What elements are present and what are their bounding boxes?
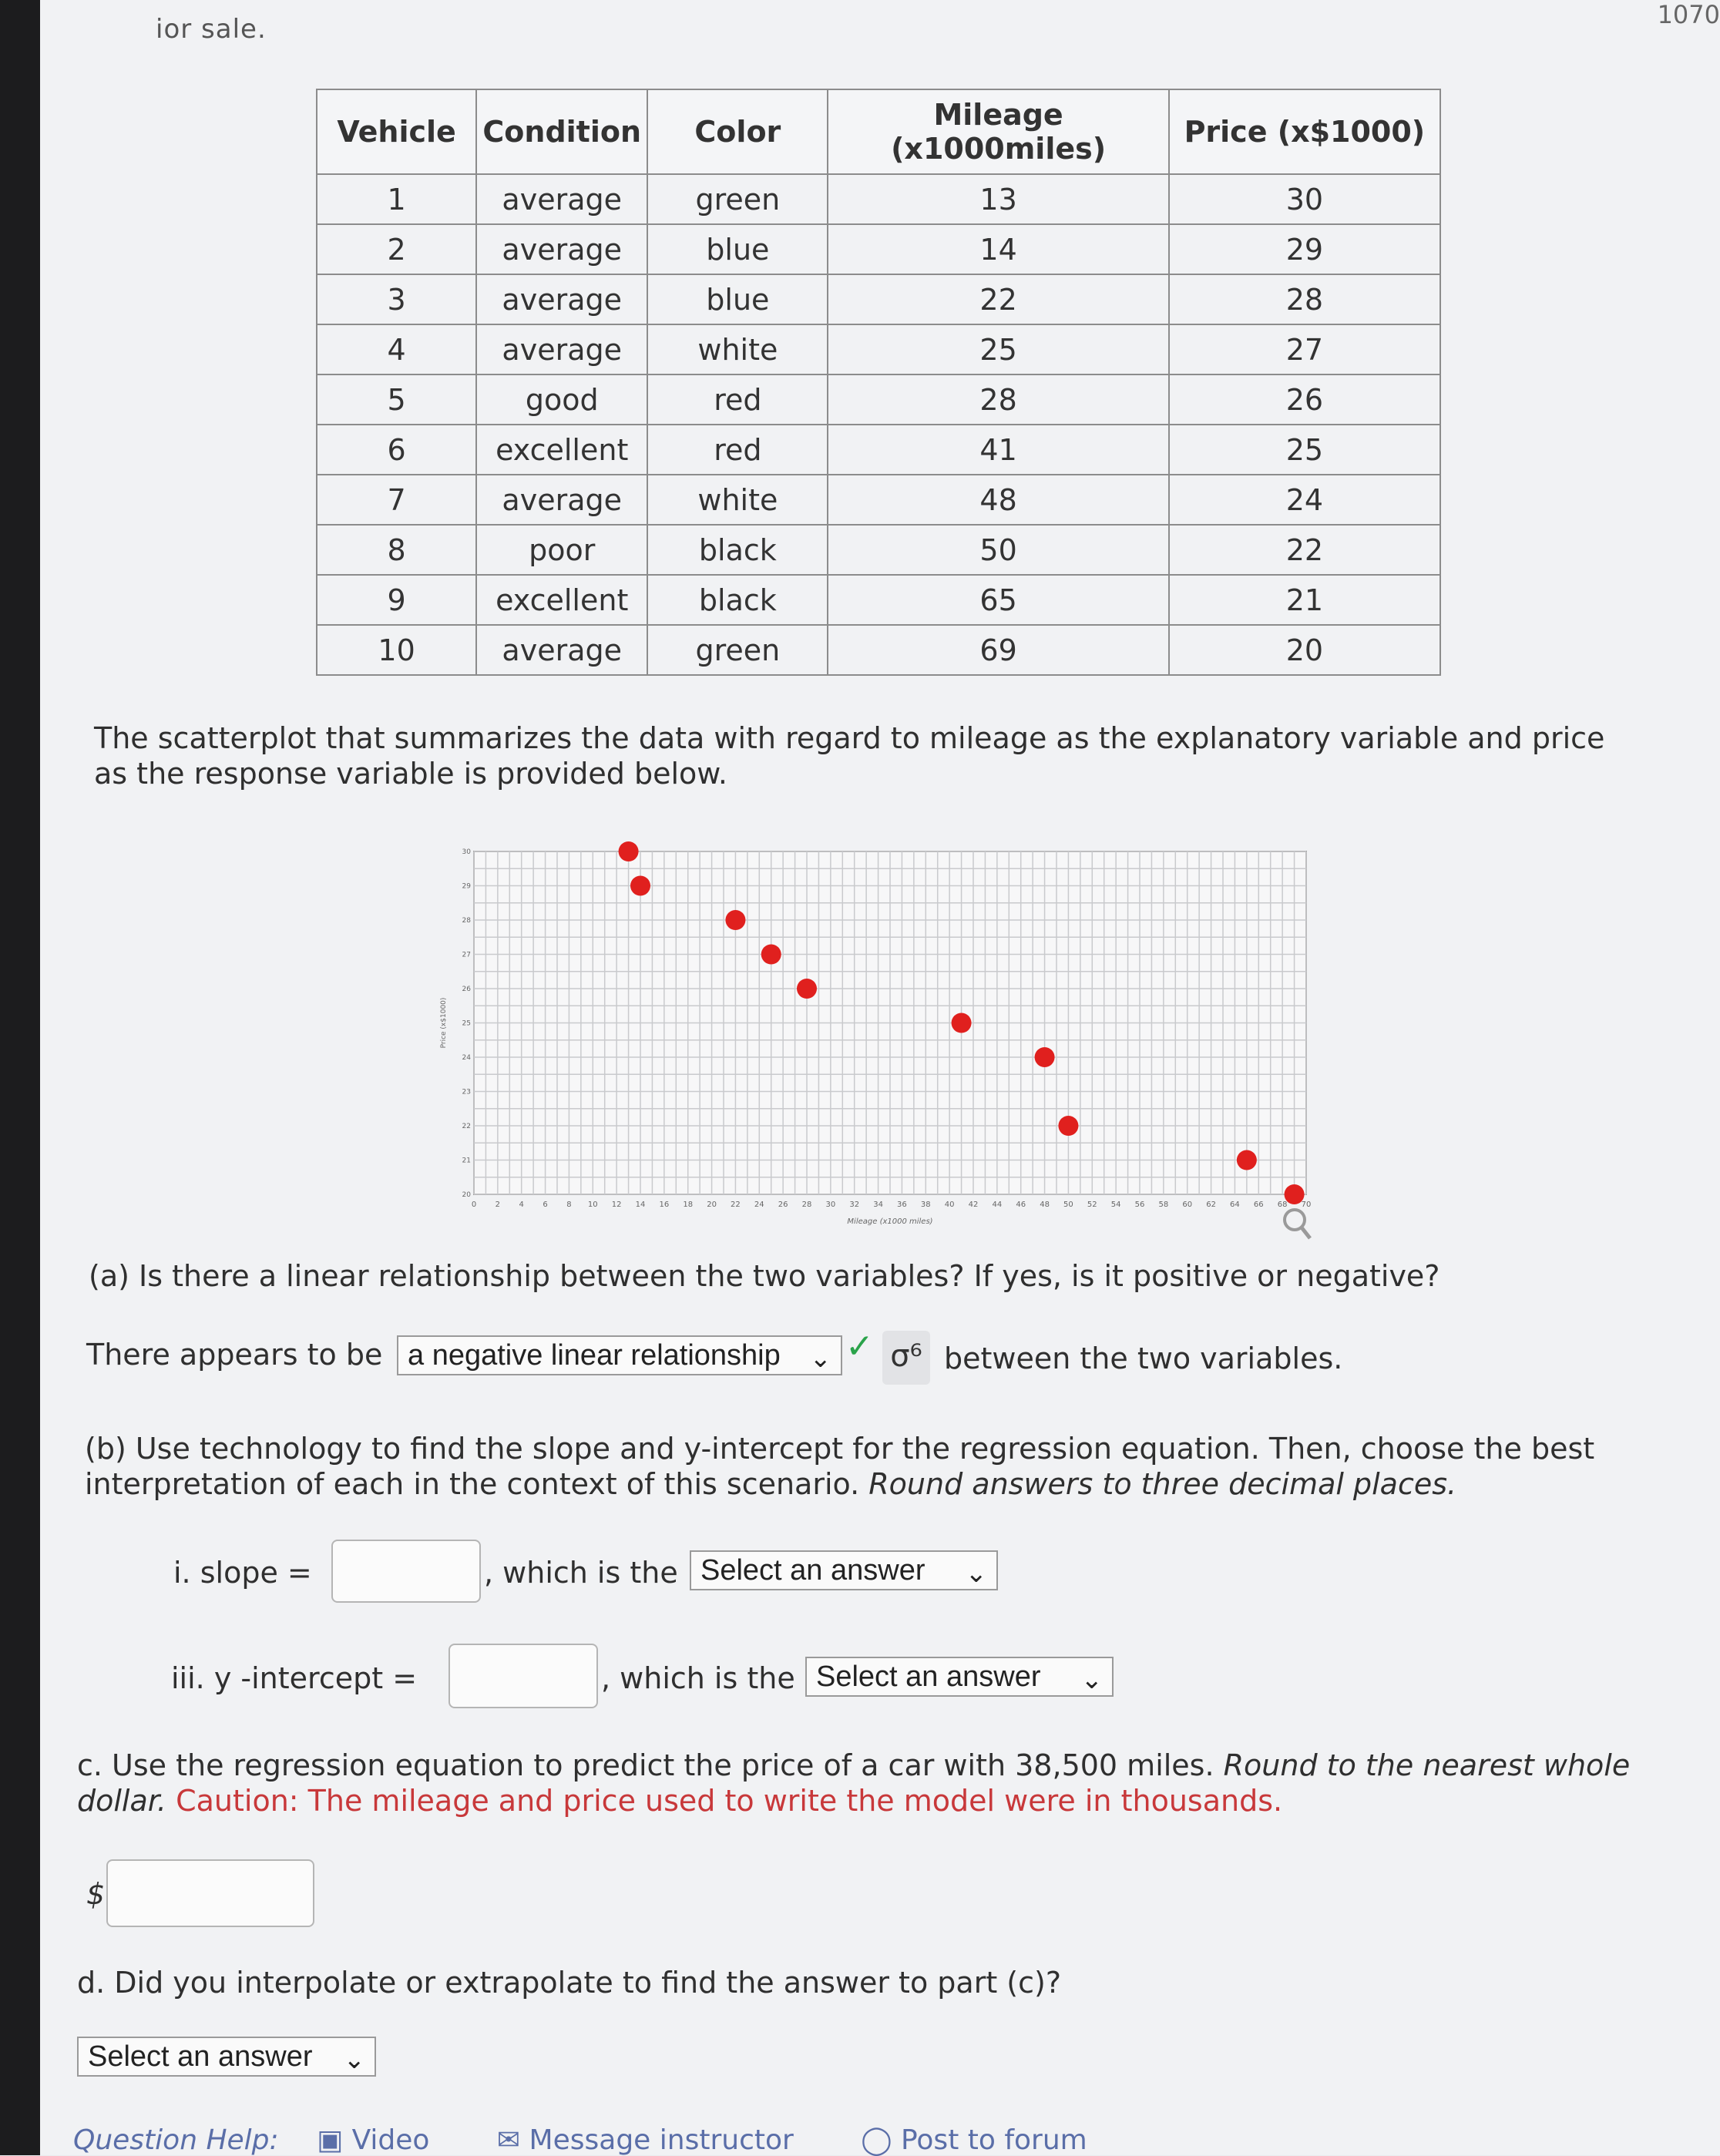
slope-dropdown-value: Select an answer — [700, 1554, 926, 1587]
data-point — [1035, 1047, 1055, 1067]
slope-which-is-the: , which is the — [484, 1556, 678, 1590]
y-tick-label: 20 — [462, 1191, 471, 1199]
cell-mileage: 48 — [828, 475, 1168, 525]
cell-color: red — [647, 374, 828, 425]
part-c-question-text: c. Use the regression equation to predict the price of a car with 38,500 miles. — [77, 1748, 1214, 1782]
y-tick-label: 23 — [462, 1088, 471, 1096]
part-c-question — [77, 1748, 1680, 1818]
zoom-magnifier-icon[interactable] — [1285, 1210, 1310, 1238]
cell-condition: average — [476, 274, 647, 324]
part-a-prefix: There appears to be — [86, 1338, 383, 1372]
table-row — [317, 525, 1440, 575]
price-prediction-input[interactable] — [106, 1859, 314, 1927]
cell-mileage: 50 — [828, 525, 1168, 575]
cut-off-text: ior sale. — [156, 14, 267, 45]
x-tick-label: 50 — [1063, 1201, 1073, 1209]
cell-condition: average — [476, 475, 647, 525]
cell-condition: average — [476, 625, 647, 675]
chevron-down-icon: ⌄ — [1080, 1665, 1103, 1694]
cell-vehicle: 10 — [317, 625, 476, 675]
cell-mileage: 25 — [828, 324, 1168, 374]
x-tick-label: 18 — [683, 1201, 694, 1209]
dollar-sign: $ — [86, 1877, 106, 1911]
interpolate-extrapolate-dropdown[interactable] — [77, 2037, 376, 2077]
cell-price: 22 — [1169, 525, 1440, 575]
x-tick-label: 10 — [587, 1201, 598, 1209]
x-tick-label: 30 — [825, 1201, 836, 1209]
cell-mileage: 69 — [828, 625, 1168, 675]
cell-color: black — [647, 525, 828, 575]
intercept-input[interactable] — [448, 1644, 598, 1708]
scatterplot — [440, 844, 1312, 1244]
table-row — [317, 324, 1440, 374]
cell-price: 24 — [1169, 475, 1440, 525]
cell-condition: average — [476, 224, 647, 274]
video-link-label: Video — [351, 2124, 430, 2156]
x-tick-label: 68 — [1277, 1201, 1288, 1209]
x-tick-label: 28 — [801, 1201, 812, 1209]
table-row — [317, 174, 1440, 224]
part-a-question: (a) Is there a linear relationship between the two variables? If yes, is it positive or negative? — [89, 1259, 1440, 1293]
y-tick-label: 27 — [462, 951, 471, 959]
x-tick-label: 32 — [849, 1201, 860, 1209]
x-tick-label: 26 — [778, 1201, 788, 1209]
cell-condition: excellent — [476, 425, 647, 475]
table-header-row — [317, 89, 1440, 174]
data-point — [1237, 1150, 1257, 1170]
table-row — [317, 224, 1440, 274]
x-tick-label: 4 — [519, 1201, 524, 1209]
x-tick-label: 16 — [659, 1201, 670, 1209]
cell-condition: good — [476, 374, 647, 425]
cell-color: green — [647, 174, 828, 224]
relationship-dropdown-value: a negative linear relationship — [408, 1339, 781, 1372]
relationship-dropdown[interactable] — [397, 1335, 842, 1375]
cell-mileage: 65 — [828, 575, 1168, 625]
cell-price: 27 — [1169, 324, 1440, 374]
cut-off-number: 1070 — [1657, 0, 1720, 29]
x-tick-label: 42 — [968, 1201, 979, 1209]
x-tick-label: 40 — [944, 1201, 955, 1209]
x-tick-label: 48 — [1040, 1201, 1050, 1209]
cell-price: 26 — [1169, 374, 1440, 425]
data-point — [952, 1013, 972, 1033]
cell-condition: poor — [476, 525, 647, 575]
cell-mileage: 41 — [828, 425, 1168, 475]
part-c-rounding-note: Round to the nearest whole dollar. — [77, 1748, 1631, 1818]
x-tick-label: 60 — [1182, 1201, 1193, 1209]
table-row — [317, 425, 1440, 475]
data-point — [725, 910, 745, 930]
magnifier-handle — [1302, 1227, 1310, 1238]
table-row — [317, 625, 1440, 675]
y-tick-label: 25 — [462, 1019, 471, 1028]
part-b-rounding-note: Round answers to three decimal places. — [868, 1467, 1457, 1501]
x-tick-label: 54 — [1110, 1201, 1121, 1209]
x-tick-label: 52 — [1087, 1201, 1097, 1209]
post-to-forum-link[interactable]: ◯ Post to forum — [861, 2124, 1087, 2156]
x-tick-label: 24 — [754, 1201, 764, 1209]
formula-icon[interactable]: σ⁶ — [882, 1331, 930, 1385]
data-point — [630, 876, 650, 896]
cell-vehicle: 4 — [317, 324, 476, 374]
part-d-dropdown-value: Select an answer — [88, 2040, 313, 2073]
cell-vehicle: 9 — [317, 575, 476, 625]
message-instructor-link[interactable]: ✉ Message instructor — [496, 2124, 794, 2156]
cell-price: 28 — [1169, 274, 1440, 324]
post-to-forum-label: Post to forum — [900, 2124, 1087, 2156]
y-tick-label: 22 — [462, 1123, 471, 1130]
vehicle-data-table — [316, 89, 1441, 676]
cell-color: black — [647, 575, 828, 625]
table-row — [317, 374, 1440, 425]
cell-condition: average — [476, 324, 647, 374]
cell-condition: average — [476, 174, 647, 224]
table-row — [317, 475, 1440, 525]
x-tick-label: 70 — [1301, 1201, 1312, 1209]
x-tick-label: 2 — [495, 1201, 501, 1209]
x-tick-label: 6 — [543, 1201, 548, 1209]
x-tick-label: 34 — [873, 1201, 883, 1209]
column-header-mileage: Mileage (x1000miles) — [828, 89, 1168, 174]
slope-interpretation-dropdown[interactable] — [690, 1550, 998, 1590]
table-row — [317, 274, 1440, 324]
correct-check-icon: ✓ — [845, 1327, 874, 1366]
cell-price: 25 — [1169, 425, 1440, 475]
intercept-which-is-the: , which is the — [601, 1661, 795, 1695]
part-b-question-text: (b) Use technology to find the slope and y-intercept for the regression equation. Then, choose the best interpretation of each in the context of this scenario. — [85, 1432, 1595, 1501]
cell-price: 29 — [1169, 224, 1440, 274]
table-row — [317, 575, 1440, 625]
y-tick-label: 21 — [462, 1157, 471, 1165]
x-tick-label: 36 — [897, 1201, 907, 1209]
x-tick-label: 44 — [992, 1201, 1003, 1209]
x-tick-label: 22 — [731, 1201, 741, 1209]
y-tick-label: 24 — [462, 1054, 471, 1062]
question-help-label: Question Help: — [73, 2124, 279, 2156]
y-tick-label: 28 — [462, 917, 471, 925]
slope-label: i. slope = — [173, 1556, 312, 1590]
video-link[interactable]: ▣ Video — [317, 2124, 430, 2156]
question-help-bar — [73, 2124, 1146, 2156]
data-point — [761, 945, 781, 965]
scatter-intro-text: The scatterplot that summarizes the data with regard to mileage as the explanatory variable and price as the response variable is provided below. — [94, 721, 1605, 791]
cell-mileage: 22 — [828, 274, 1168, 324]
x-tick-label: 56 — [1134, 1201, 1145, 1209]
x-tick-label: 58 — [1158, 1201, 1169, 1209]
chevron-down-icon: ⌄ — [809, 1344, 831, 1373]
slope-input[interactable] — [331, 1540, 481, 1603]
y-tick-label: 30 — [462, 848, 471, 856]
column-header-condition: Condition — [476, 89, 647, 174]
x-tick-label: 38 — [920, 1201, 931, 1209]
intercept-label: iii. y -intercept = — [171, 1661, 418, 1695]
data-point — [619, 841, 639, 861]
cell-condition: excellent — [476, 575, 647, 625]
y-axis-label: Price (x$1000) — [440, 997, 448, 1049]
column-header-price: Price (x$1000) — [1169, 89, 1440, 174]
x-tick-label: 8 — [566, 1201, 572, 1209]
cell-mileage: 14 — [828, 224, 1168, 274]
column-header-vehicle: Vehicle — [317, 89, 476, 174]
cell-vehicle: 1 — [317, 174, 476, 224]
device-bezel — [0, 0, 40, 2155]
x-tick-label: 64 — [1230, 1201, 1240, 1209]
cell-color: green — [647, 625, 828, 675]
cell-mileage: 28 — [828, 374, 1168, 425]
chevron-down-icon: ⌄ — [965, 1559, 987, 1588]
part-d-question: d. Did you interpolate or extrapolate to find the answer to part (c)? — [77, 1966, 1062, 2000]
cell-vehicle: 5 — [317, 374, 476, 425]
data-point — [797, 979, 817, 999]
cell-price: 30 — [1169, 174, 1440, 224]
intercept-dropdown-value: Select an answer — [816, 1661, 1041, 1693]
cell-price: 21 — [1169, 575, 1440, 625]
cell-color: white — [647, 475, 828, 525]
cell-vehicle: 2 — [317, 224, 476, 274]
y-tick-label: 29 — [462, 882, 471, 891]
cell-vehicle: 8 — [317, 525, 476, 575]
x-tick-label: 20 — [707, 1201, 717, 1209]
cell-vehicle: 3 — [317, 274, 476, 324]
cell-color: blue — [647, 274, 828, 324]
column-header-color: Color — [647, 89, 828, 174]
x-tick-label: 12 — [611, 1201, 622, 1209]
y-tick-label: 26 — [462, 986, 471, 993]
cell-color: white — [647, 324, 828, 374]
cell-color: blue — [647, 224, 828, 274]
part-a-suffix: between the two variables. — [944, 1342, 1343, 1375]
magnifier-lens — [1285, 1210, 1305, 1230]
x-tick-label: 66 — [1253, 1201, 1264, 1209]
x-axis-label: Mileage (x1000 miles) — [847, 1217, 933, 1226]
cell-vehicle: 7 — [317, 475, 476, 525]
x-tick-label: 14 — [635, 1201, 646, 1209]
x-tick-label: 0 — [471, 1201, 477, 1209]
x-tick-label: 62 — [1206, 1201, 1216, 1209]
chevron-down-icon: ⌄ — [343, 2045, 365, 2074]
cell-price: 20 — [1169, 625, 1440, 675]
data-point — [1285, 1184, 1305, 1204]
cell-color: red — [647, 425, 828, 475]
data-point — [1058, 1116, 1078, 1136]
cell-mileage: 13 — [828, 174, 1168, 224]
part-c-caution: Caution: The mileage and price used to write the model were in thousands. — [176, 1784, 1283, 1818]
x-tick-label: 46 — [1016, 1201, 1026, 1209]
intercept-interpretation-dropdown[interactable] — [805, 1657, 1114, 1697]
cell-vehicle: 6 — [317, 425, 476, 475]
part-b-question — [85, 1431, 1665, 1502]
message-instructor-label: Message instructor — [529, 2124, 794, 2156]
